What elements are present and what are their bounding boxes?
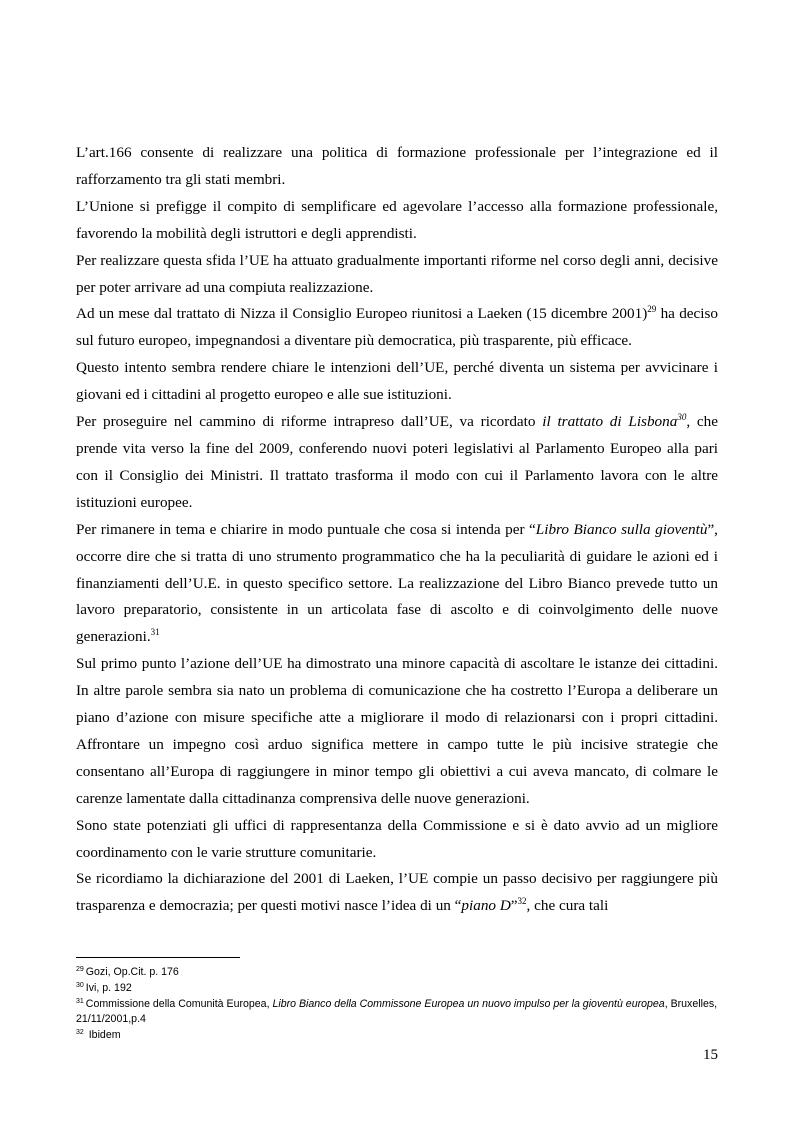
paragraph-text: ” (510, 897, 518, 915)
footnote-ref: 31 (150, 627, 160, 638)
body-text (76, 140, 718, 920)
footnote-text: , Bruxelles, 21/11/2001,p.4 (76, 997, 718, 1026)
footnote-number: 30 (76, 981, 84, 989)
footnote-text: Gozi, Op.Cit. p. 176 (85, 966, 179, 978)
paragraph (76, 813, 718, 867)
paragraph (76, 248, 718, 302)
italic-title: il trattato di Lisbona (542, 413, 678, 431)
footnote-text: Ivi, p. 192 (85, 981, 132, 994)
footnotes (76, 965, 736, 1044)
footnote (76, 981, 736, 997)
paragraph (76, 140, 718, 194)
footnote-italic-title: Libro Bianco della Commissone Europea un nuovo impulso per la gioventù europea (272, 997, 665, 1010)
footnote-ref: 32 (517, 896, 527, 907)
paragraph-text: Se ricordiamo la dichiarazione del 2001 di Laeken, l’UE compie un passo decisivo per raggiungere più trasparenza e democrazia; per questi motivi nasce l’idea di un “ (76, 870, 718, 915)
paragraph (76, 409, 718, 517)
paragraph-text: , che prende vita verso la fine del 2009, conferendo nuovi poteri legislativi al Parlamento Europeo alla pari con il Consiglio dei Ministri. Il trattato trasforma il modo con cui il Parlamento lavora con le altre istituzioni europee. (76, 413, 718, 511)
paragraph (76, 517, 718, 652)
footnote-ref (677, 412, 686, 422)
paragraph (76, 194, 718, 248)
paragraph-text: L’art.166 consente di realizzare una politica di formazione professionale per l’integrazione ed il rafforzamento tra gli stati membri. (76, 144, 718, 188)
paragraph-text: ha deciso sul futuro europeo, impegnandosi a diventare più democratica, più trasparente, più efficace. (76, 305, 718, 350)
footnote-number: 32 (76, 1029, 84, 1037)
footnote-text: Commissione della Comunità Europea, (85, 997, 273, 1010)
footnote (76, 1028, 736, 1044)
paragraph-text: Sono state potenziati gli uffici di rappresentanza della Commissione e si è dato avvio ad un migliore coordinamento con le varie strutture comunitarie. (76, 816, 718, 861)
italic-title: Libro Bianco sulla gioventù (535, 520, 708, 538)
paragraph (76, 355, 718, 409)
paragraph (76, 866, 718, 920)
paragraph-text: Questo intento sembra rendere chiare le intenzioni dell’UE, perché diventa un sistema per avvicinare i giovani ed i cittadini al progetto europeo e alle sue istituzioni. (76, 359, 718, 404)
footnote (76, 965, 736, 981)
footnote-number: 31 (76, 997, 84, 1005)
paragraph-text: Sul primo punto l’azione dell’UE ha dimostrato una minore capacità di ascoltare le istanze dei cittadini. In altre parole sembra sia nato un problema di comunicazione che ha costretto l’Europa a deliberare un piano d’azione con misure specifiche atte a migliorare il modo di relazionarsi con i propri cittadini. Affrontare un impegno così arduo significa mettere in campo tutte le più incisive strategie che consentano all’Europa di raggiungere in minor tempo gli obiettivi a cui aveva mancato, di colmare le carenze lamentate dalla cittadinanza comprensiva delle nuove generazioni. (76, 655, 718, 807)
paragraph-text: , che cura tali (526, 897, 609, 915)
footnote-ref-number: 30 (677, 412, 687, 423)
paragraph-text: L’Unione si prefigge il compito di semplificare ed agevolare l’accesso alla formazione professionale, favorendo la mobilità degli istruttori e degli apprendisti. (76, 197, 718, 242)
footnote-ref: 29 (647, 304, 657, 315)
paragraph-text: Ad un mese dal trattato di Nizza il Consiglio Europeo riunitosi a Laeken (15 dicembre 2001) (76, 305, 648, 323)
page-number: 15 (703, 1047, 718, 1063)
footnote-separator (76, 957, 240, 958)
italic-title: piano D (461, 897, 511, 915)
footnote-text: Ibidem (85, 1029, 121, 1042)
paragraph-text: Per realizzare questa sfida l’UE ha attuato gradualmente importanti riforme nel corso degli anni, decisive per poter arrivare ad una compiuta realizzazione. (76, 251, 718, 296)
paragraph (76, 301, 718, 355)
footnote (76, 997, 736, 1029)
paragraph-text: Per proseguire nel cammino di riforme intrapreso dall’UE, va ricordato (76, 413, 543, 431)
paragraph-text: Per rimanere in tema e chiarire in modo puntuale che cosa si intenda per “ (76, 520, 536, 538)
footnote-number: 29 (76, 966, 84, 973)
paragraph-text: ”, occorre dire che si tratta di uno strumento programmatico che ha la peculiarità di guidare le azioni ed i finanziamenti dell’U.E. in questo specifico settore. La realizzazione del Libro Bianco prevede tutto un lavoro preparatorio, consistente in un articolata fase di ascolto e di coinvolgimento delle nuove generazioni. (76, 520, 718, 646)
paragraph (76, 651, 718, 812)
